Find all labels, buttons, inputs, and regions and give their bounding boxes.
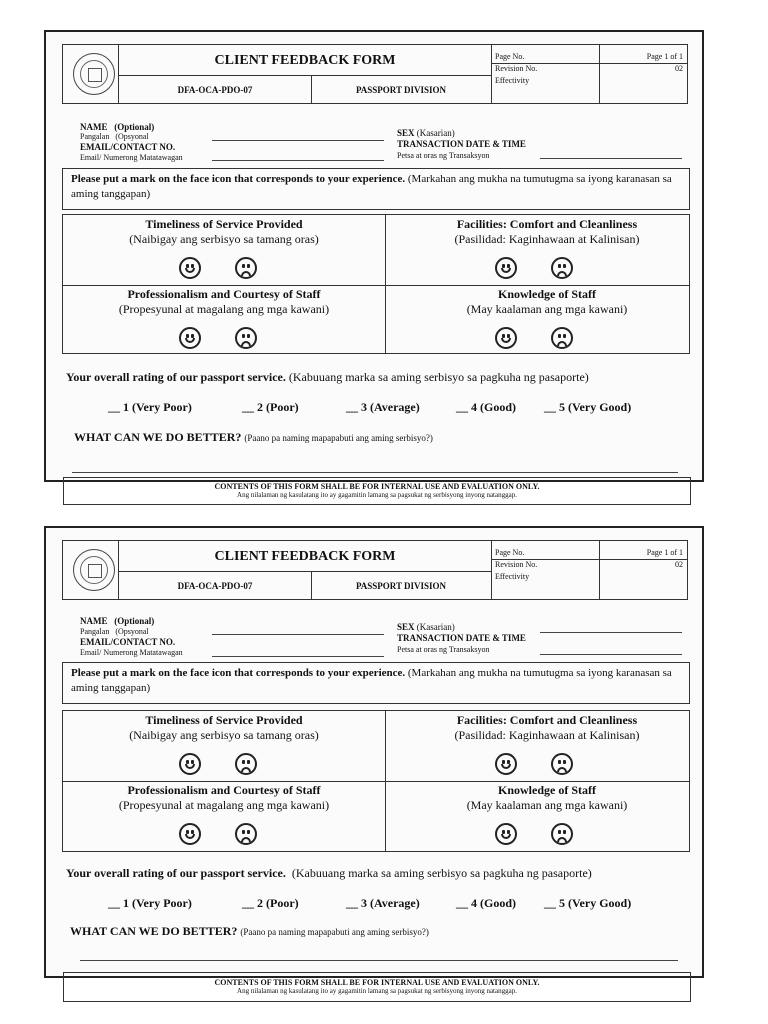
improvement-prompt: WHAT CAN WE DO BETTER? (Paano pa naming mapapabuti ang aming serbisyo?) [70, 924, 429, 938]
sad-face-icon[interactable] [235, 823, 257, 845]
rating-option-3[interactable]: __ 3 (Average) [346, 896, 420, 910]
rating-option-2[interactable]: __ 2 (Poor) [242, 400, 299, 414]
date-label: TRANSACTION DATE & TIME [397, 139, 526, 149]
revision-label: Revision No. [495, 64, 538, 73]
email-input[interactable] [212, 160, 384, 161]
happy-face-icon[interactable] [495, 257, 517, 279]
improvement-prompt: WHAT CAN WE DO BETTER? (Paano pa naming mapapabuti ang aming serbisyo?) [74, 430, 433, 444]
rating-option-4[interactable]: __ 4 (Good) [456, 400, 516, 414]
date-label: TRANSACTION DATE & TIME [397, 633, 526, 643]
doc-code: DFA-OCA-PDO-07 [177, 581, 253, 591]
footer-notice: CONTENTS OF THIS FORM SHALL BE FOR INTERNAL USE AND EVALUATION ONLY. Ang nilalaman ng kasulatang ito ay gagamitin lamang sa pagsukat ng serbisyong inyong natanggap. [63, 972, 691, 1002]
sad-face-icon[interactable] [235, 753, 257, 775]
happy-face-icon[interactable] [495, 327, 517, 349]
date-fil-label: Petsa at oras ng Transaksyon [397, 151, 490, 160]
email-fil-label: Email/ Numerong Matatawagan [80, 648, 183, 657]
category-professionalism: Professionalism and Courtesy of Staff (Propesyunal at magalang ang mga kawani) [118, 287, 330, 316]
rating-option-3[interactable]: __ 3 (Average) [346, 400, 420, 414]
category-knowledge: Knowledge of Staff (May kaalaman ang mga kawani) [466, 783, 628, 812]
sad-face-icon[interactable] [235, 257, 257, 279]
happy-face-icon[interactable] [179, 257, 201, 279]
happy-face-icon[interactable] [179, 823, 201, 845]
logo-cell [63, 45, 119, 103]
feedback-form-top [44, 30, 704, 482]
form-header [62, 44, 688, 104]
rating-option-1[interactable]: __ 1 (Very Poor) [108, 400, 192, 414]
page-label: Page No. [495, 52, 525, 61]
sad-face-icon[interactable] [235, 327, 257, 349]
happy-face-icon[interactable] [495, 823, 517, 845]
instruction-box: Please put a mark on the face icon that corresponds to your experience. (Markahan ang mukha na tumutugma sa iyong karanasan sa aming tanggapan) [62, 662, 690, 704]
rating-option-4[interactable]: __ 4 (Good) [456, 896, 516, 910]
category-professionalism: Professionalism and Courtesy of Staff (Propesyunal at magalang ang mga kawani) [118, 783, 330, 812]
division: PASSPORT DIVISION [355, 581, 447, 591]
name-input[interactable] [212, 634, 384, 635]
rating-option-1[interactable]: __ 1 (Very Poor) [108, 896, 192, 910]
form-header [62, 540, 688, 600]
date-input[interactable] [540, 158, 682, 159]
division: PASSPORT DIVISION [355, 85, 447, 95]
revision-value: 02 [675, 560, 683, 569]
revision-value: 02 [675, 64, 683, 73]
email-input[interactable] [212, 656, 384, 657]
category-facilities: Facilities: Comfort and Cleanliness (Pasilidad: Kaginhawaan at Kalinisan) [454, 713, 640, 742]
category-timeliness: Timeliness of Service Provided (Naibigay ang serbisyo sa tamang oras) [129, 713, 319, 742]
dfa-seal-icon [73, 549, 115, 591]
form-title: CLIENT FEEDBACK FORM [214, 53, 396, 68]
date-input[interactable] [540, 654, 682, 655]
sex-label: SEX (Kasarian) [397, 622, 455, 632]
logo-cell [63, 541, 119, 599]
name-fil-label: Pangalan (Opsyonal [80, 132, 149, 141]
sad-face-icon[interactable] [551, 823, 573, 845]
email-label: EMAIL/CONTACT NO. [80, 637, 176, 647]
happy-face-icon[interactable] [495, 753, 517, 775]
date-fil-label: Petsa at oras ng Transaksyon [397, 645, 490, 654]
page-value: Page 1 of 1 [646, 548, 683, 557]
improvement-input[interactable] [72, 472, 678, 473]
form-title: CLIENT FEEDBACK FORM [214, 549, 396, 564]
effectivity-label: Effectivity [495, 76, 530, 85]
doc-code: DFA-OCA-PDO-07 [177, 85, 253, 95]
category-facilities: Facilities: Comfort and Cleanliness (Pasilidad: Kaginhawaan at Kalinisan) [454, 217, 640, 246]
name-fil-label: Pangalan (Opsyonal [80, 627, 149, 636]
revision-label: Revision No. [495, 560, 538, 569]
rating-option-2[interactable]: __ 2 (Poor) [242, 896, 299, 910]
page-value: Page 1 of 1 [646, 52, 683, 61]
page-label: Page No. [495, 548, 525, 557]
feedback-form-bottom [44, 526, 704, 978]
sad-face-icon[interactable] [551, 327, 573, 349]
category-timeliness: Timeliness of Service Provided (Naibigay ang serbisyo sa tamang oras) [129, 217, 319, 246]
email-fil-label: Email/ Numerong Matatawagan [80, 153, 183, 162]
rating-grid [62, 710, 690, 852]
overall-rating-prompt: Your overall rating of our passport service. (Kabuuang marka sa aming serbisyo sa pagkuha ng pasaporte) [66, 370, 589, 384]
happy-face-icon[interactable] [179, 327, 201, 349]
rating-grid [62, 214, 690, 354]
dfa-seal-icon [73, 53, 115, 95]
happy-face-icon[interactable] [179, 753, 201, 775]
overall-rating-prompt: Your overall rating of our passport service. (Kabuuang marka sa aming serbisyo sa pagkuha ng pasaporte) [66, 866, 592, 880]
category-knowledge: Knowledge of Staff (May kaalaman ang mga kawani) [466, 287, 628, 316]
name-label: NAME (Optional) [80, 616, 155, 626]
improvement-input[interactable] [80, 960, 678, 961]
instruction-box: Please put a mark on the face icon that corresponds to your experience. (Markahan ang mukha na tumutugma sa iyong karanasan sa aming tanggapan) [62, 168, 690, 210]
sad-face-icon[interactable] [551, 753, 573, 775]
name-label: NAME (Optional) [80, 122, 155, 132]
sex-label: SEX (Kasarian) [397, 128, 455, 138]
footer-notice: CONTENTS OF THIS FORM SHALL BE FOR INTERNAL USE AND EVALUATION ONLY. Ang nilalaman ng kasulatang ito ay gagamitin lamang sa pagsukat ng serbisyong inyong natanggap. [63, 477, 691, 505]
effectivity-label: Effectivity [495, 572, 530, 581]
sad-face-icon[interactable] [551, 257, 573, 279]
name-input[interactable] [212, 140, 384, 141]
rating-option-5[interactable]: __ 5 (Very Good) [544, 896, 632, 910]
rating-option-5[interactable]: __ 5 (Very Good) [544, 400, 632, 414]
sex-input[interactable] [540, 632, 682, 633]
email-label: EMAIL/CONTACT NO. [80, 142, 176, 152]
